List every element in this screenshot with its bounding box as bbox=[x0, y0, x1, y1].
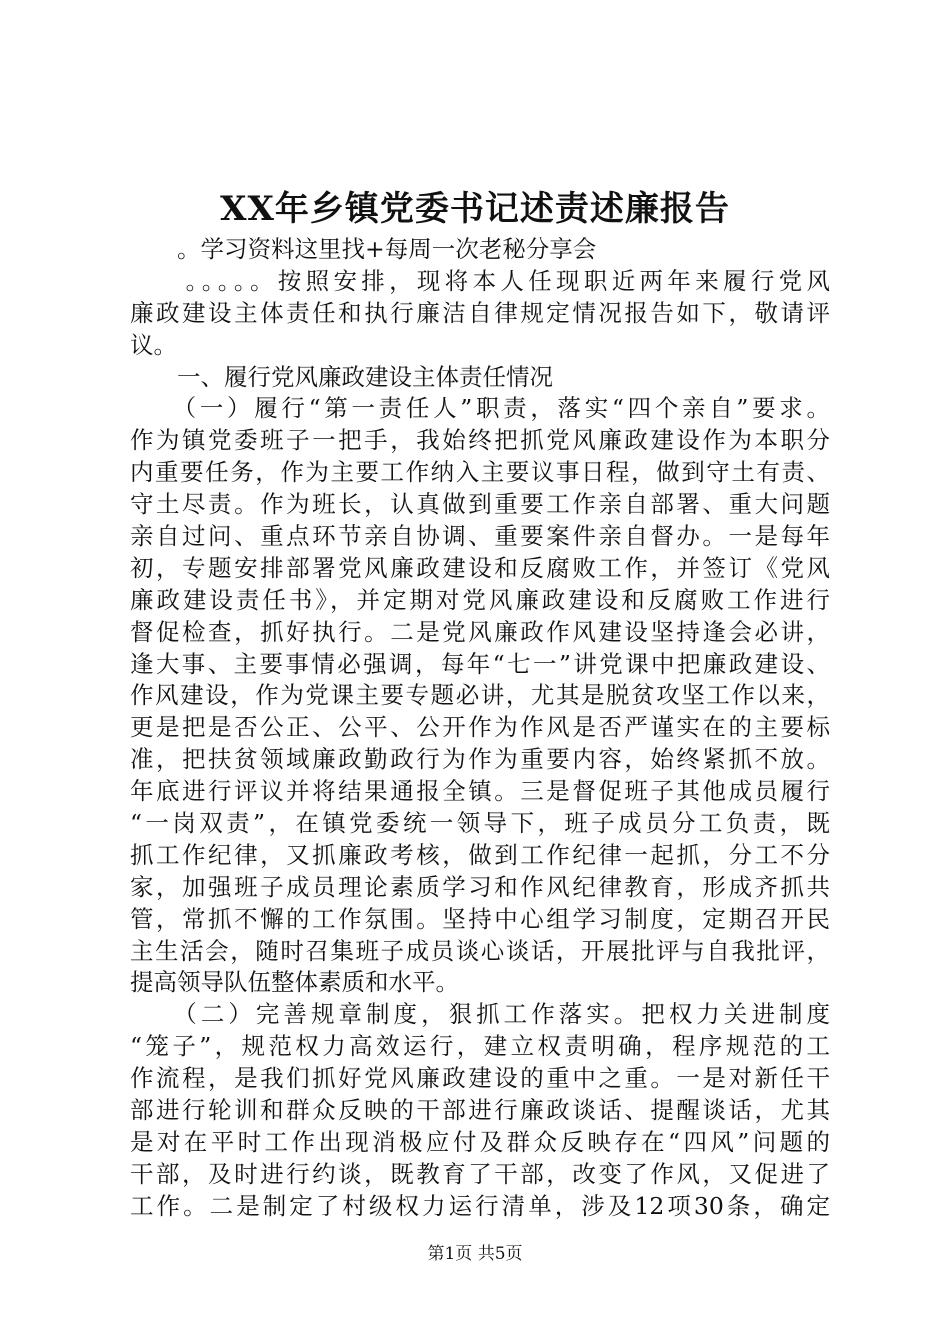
body-line: 守土尽责。作为班长，认真做到重要工作亲自部署、重大问题 bbox=[130, 490, 830, 519]
body-line: 廉政建设主体责任和执行廉洁自律规定情况报告如下，敬请评 bbox=[130, 298, 830, 327]
body-line: 年底进行评议并将结果通报全镇。三是督促班子其他成员履行 bbox=[130, 777, 830, 806]
body-line: 议。 bbox=[130, 330, 177, 359]
body-line: 。学习资料这里找+每周一次老秘分享会 bbox=[130, 235, 597, 263]
body-line: 一、履行党风廉政建设主体责任情况 bbox=[130, 362, 553, 391]
body-line: 逢大事、主要事情必强调，每年“七一”讲党课中把廉政建设、 bbox=[130, 649, 830, 678]
document-body bbox=[130, 234, 830, 1223]
body-line: 廉政建设责任书》，并定期对党风廉政建设和反腐败工作进行 bbox=[130, 585, 830, 614]
body-line: 主生活会，随时召集班子成员谈心谈话，开展批评与自我批评， bbox=[130, 936, 830, 965]
body-line: 家，加强班子成员理论素质学习和作风纪律教育，形成齐抓共 bbox=[130, 872, 830, 901]
body-line: 部进行轮训和群众反映的干部进行廉政谈话、提醒谈话，尤其 bbox=[130, 1096, 830, 1125]
body-line: 作为镇党委班子一把手，我始终把抓党风廉政建设作为本职分 bbox=[130, 426, 830, 455]
body-line: “笼子”，规范权力高效运行，建立权责明确，程序规范的工 bbox=[130, 1032, 830, 1061]
body-line: 提高领导队伍整体素质和水平。 bbox=[130, 968, 459, 997]
body-line: 是对在平时工作出现消极应付及群众反映存在“四风”问题的 bbox=[130, 1127, 830, 1156]
body-line: 准，把扶贫领域廉政勤政行为作为重要内容，始终紧抓不放。 bbox=[130, 745, 830, 774]
body-line: 更是把是否公正、公平、公开作为作风是否严谨实在的主要标 bbox=[130, 713, 830, 742]
body-line: 管，常抓不懈的工作氛围。坚持中心组学习制度，定期召开民 bbox=[130, 904, 830, 933]
page-footer: 第1页 共5页 bbox=[427, 1244, 523, 1264]
body-line: “一岗双责”，在镇党委统一领导下，班子成员分工负责，既 bbox=[130, 809, 830, 838]
body-line: 初，专题安排部署党风廉政建设和反腐败工作，并签订《党风 bbox=[130, 553, 830, 582]
body-line: （一）履行“第一责任人”职责，落实“四个亲自”要求。 bbox=[130, 394, 830, 423]
body-line: 督促检查，抓好执行。二是党风廉政作风建设坚持逢会必讲， bbox=[130, 617, 830, 646]
document-title: XX年乡镇党委书记述责述廉报告 bbox=[220, 189, 730, 229]
body-line: 工作。二是制定了村级权力运行清单，涉及12项30条，确定 bbox=[130, 1191, 830, 1220]
body-line: 抓工作纪律，又抓廉政考核，做到工作纪律一起抓，分工不分 bbox=[130, 840, 830, 869]
body-line: 内重要任务，作为主要工作纳入主要议事日程，做到守土有责、 bbox=[130, 458, 830, 487]
body-line: 作流程，是我们抓好党风廉政建设的重中之重。一是对新任干 bbox=[130, 1064, 830, 1093]
body-line: 。。。。。按照安排，现将本人任现职近两年来履行党风 bbox=[130, 266, 830, 295]
body-line: （二）完善规章制度，狠抓工作落实。把权力关进制度 bbox=[130, 1000, 830, 1029]
body-line: 亲自过问、重点环节亲自协调、重要案件亲自督办。一是每年 bbox=[130, 522, 830, 551]
body-line: 干部，及时进行约谈，既教育了干部，改变了作风，又促进了 bbox=[130, 1159, 830, 1188]
body-line: 作风建设，作为党课主要专题必讲，尤其是脱贫攻坚工作以来， bbox=[130, 681, 830, 710]
